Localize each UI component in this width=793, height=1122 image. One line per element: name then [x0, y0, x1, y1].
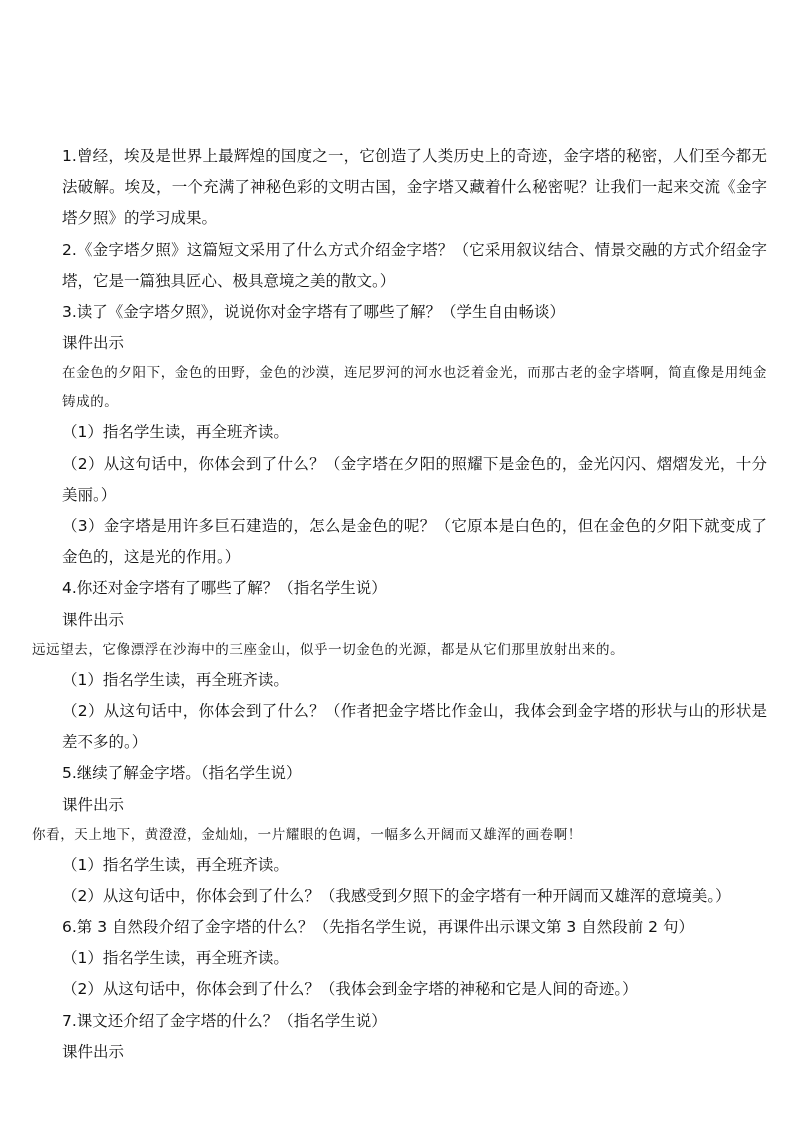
document-body [32, 141, 767, 1068]
courseware-label: 课件出示 [62, 334, 125, 353]
quote-golden-landscape: 你看，天上地下，黄澄澄，金灿灿，一片耀眼的色调，一幅多么开阔而又雄浑的画卷啊！ [32, 826, 582, 843]
paragraph-question-4: 4.你还对金字塔有了哪些了解？（指名学生说） [62, 579, 387, 598]
step-reflection: （2）从这句话中，你体会到了什么？（我体会到金字塔的神秘和它是人间的奇迹。） [62, 980, 638, 999]
paragraph-question-6: 6.第 3 自然段介绍了金字塔的什么？（先指名学生说，再课件出示课文第 3 自然段前 2 句） [62, 918, 694, 937]
step-read-aloud: （1）指名学生读，再全班齐读。 [62, 423, 289, 442]
paragraph-intro: 1.曾经，埃及是世界上最辉煌的国度之一，它创造了人类历史上的奇迹，金字塔的秘密，人们至今都无法破解。埃及，一个充满了神秘色彩的文明古国，金字塔又藏着什么秘密呢？让我们一起来交流《金字塔夕照》的学习成果。 [62, 147, 767, 228]
step-read-aloud: （1）指名学生读，再全班齐读。 [62, 670, 289, 689]
step-reflection: （2）从这句话中，你体会到了什么？（我感受到夕照下的金字塔有一种开阔而又雄浑的意境美。） [62, 886, 731, 905]
quote-sunset-gold: 在金色的夕阳下，金色的田野，金色的沙漠，连尼罗河的河水也泛着金光，而那古老的金字塔啊，简直像是用纯金铸成的。 [62, 365, 767, 411]
paragraph-question-3: 3.读了《金字塔夕照》，说说你对金字塔有了哪些了解？（学生自由畅谈） [62, 303, 566, 322]
quote-golden-mountains: 远远望去，它像漂浮在沙海中的三座金山，似乎一切金色的光源，都是从它们那里放射出来的。 [32, 641, 625, 658]
step-read-aloud: （1）指名学生读，再全班齐读。 [62, 855, 289, 874]
courseware-label: 课件出示 [62, 795, 125, 814]
step-reflection: （2）从这句话中，你体会到了什么？（作者把金字塔比作金山，我体会到金字塔的形状与山的形状是差不多的。） [62, 701, 767, 752]
paragraph-question-5: 5.继续了解金字塔。（指名学生说） [62, 764, 302, 783]
courseware-label: 课件出示 [62, 610, 125, 629]
step-reflection-color: （3）金字塔是用许多巨石建造的，怎么是金色的呢？（它原本是白色的，但在金色的夕阳下就变成了金色的，这是光的作用。） [62, 516, 767, 567]
step-reflection: （2）从这句话中，你体会到了什么？（金字塔在夕阳的照耀下是金色的，金光闪闪、熠熠发光，十分美丽。） [62, 454, 767, 504]
paragraph-question-7: 7.课文还介绍了金字塔的什么？（指名学生说） [62, 1011, 387, 1030]
step-read-aloud: （1）指名学生读，再全班齐读。 [62, 949, 289, 968]
courseware-label: 课件出示 [62, 1042, 125, 1061]
paragraph-question-2: 2.《金字塔夕照》这篇短文采用了什么方式介绍金字塔？（它采用叙议结合、情景交融的方式介绍金字塔，它是一篇独具匠心、极具意境之美的散文。） [62, 240, 767, 290]
